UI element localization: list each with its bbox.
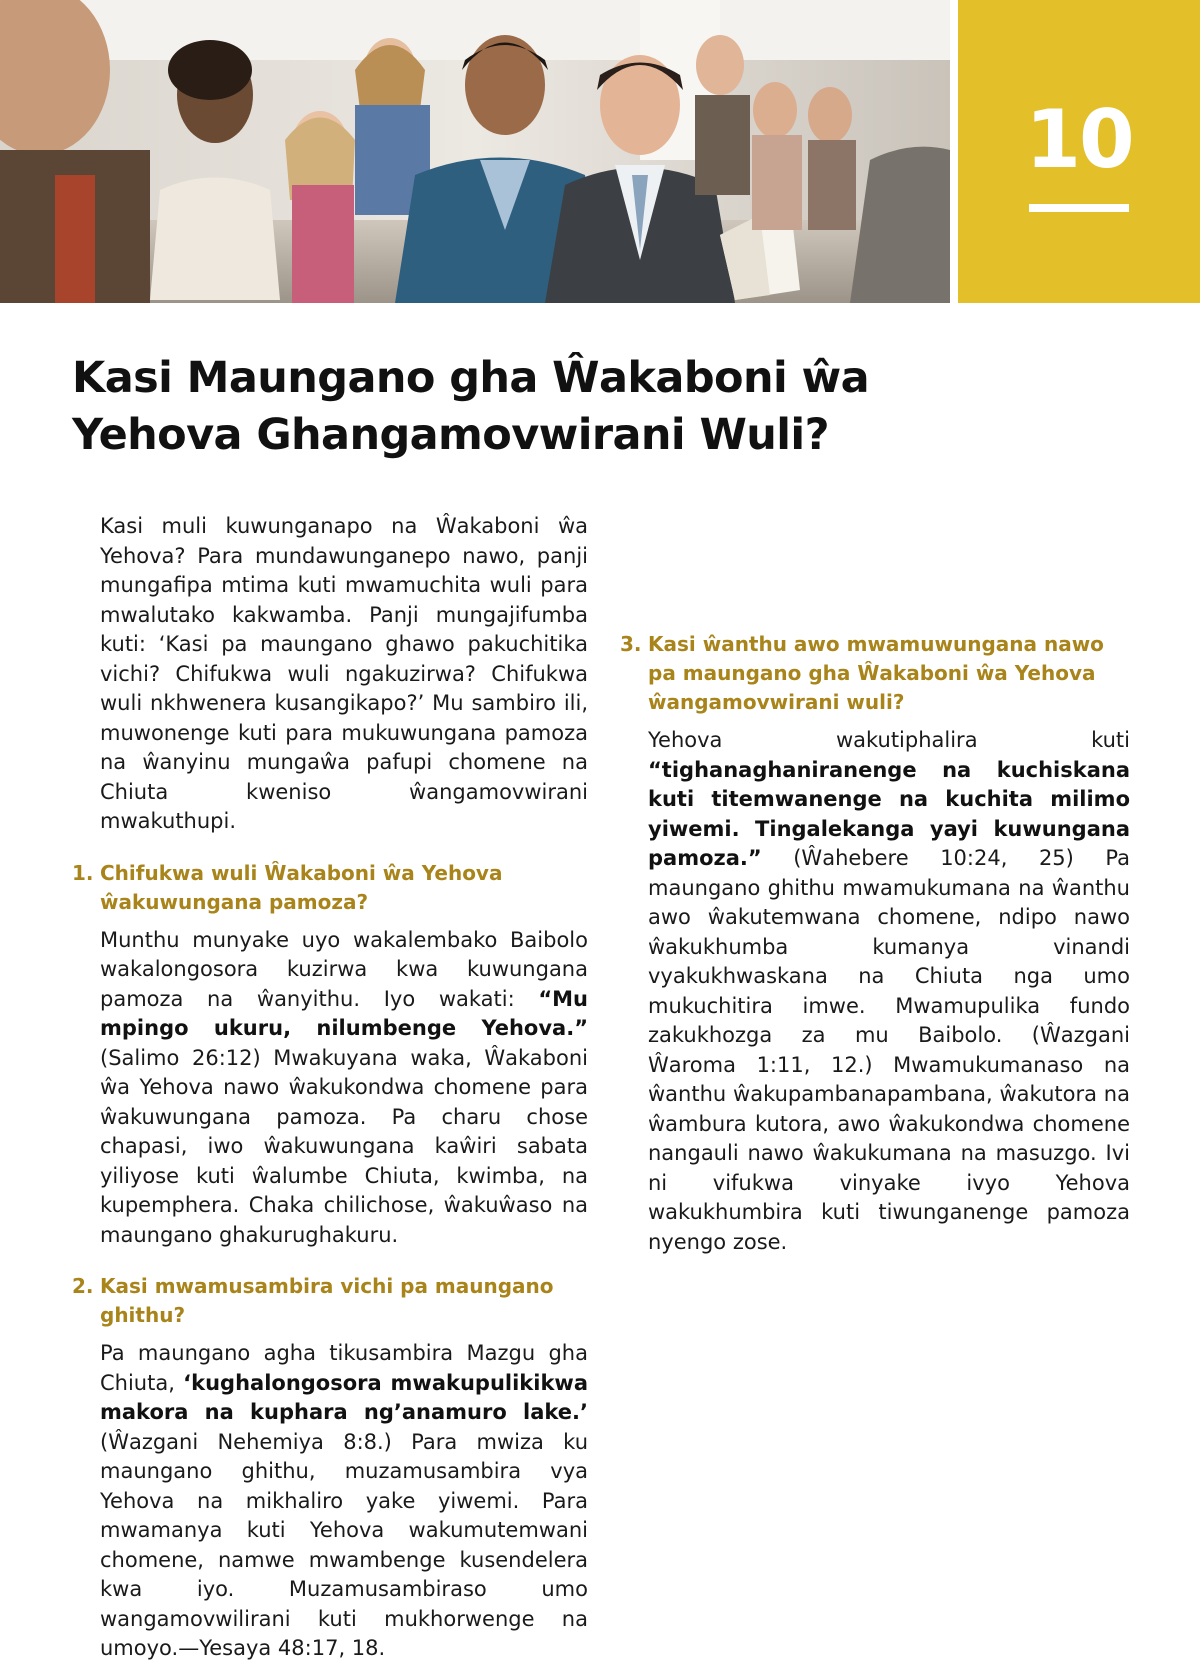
- question-3: [620, 630, 1130, 717]
- answer-3-scripture-quote: “tighanaghaniranenge na kuchiskana kuti titemwanenge na kuchita milimo yiwemi. Tingalekanga yayi kuwungana pamoza.”: [648, 757, 1130, 870]
- column-right: [620, 512, 1130, 1257]
- lesson-number: 10: [1025, 93, 1133, 186]
- answer-3-text-after: (Ŵahebere 10:24, 25) Pa maungano ghithu mwamukumana na ŵanthu awo ŵakutemwana chomene, ndipo nawo ŵakukhumba kumanya vinandi vyakukhwaskana na Chiuta nga umo mukuchitira imwe. Mwamupulika fundo zakukhozga za mu Baibolo. (Ŵazgani Ŵaroma 1:11, 12.) Mwamukumanaso na ŵanthu ŵakupambanapambana, ŵakutora na ŵambura kutora, awo ŵakukondwa chomene nangauli nawo ŵakukumana na masuzgo. Ivi ni vifukwa vinyake ivyo Yehova wakukhumbira kuti tiwunganenge pamoza nyengo zose.: [648, 846, 1130, 1254]
- meeting-photo: [0, 0, 950, 303]
- meeting-photo-illustration: [0, 0, 950, 303]
- answer-2-scripture-quote: ‘kughalongosora mwakupulikikwa makora na kuphara ng’anamuro lake.’: [100, 1370, 588, 1424]
- page-title-line-2: Yehova Ghangamovwirani Wuli?: [72, 410, 829, 460]
- question-2-text: Kasi mwamusambira vichi pa maungano ghithu?: [100, 1274, 554, 1327]
- lesson-number-block: [958, 0, 1200, 303]
- question-2: [72, 1272, 588, 1330]
- question-3-text: Kasi ŵanthu awo mwamuwungana nawo pa maungano gha Ŵakaboni ŵa Yehova ŵangamovwirani wuli?: [648, 632, 1104, 714]
- answer-1-paragraph: [72, 926, 588, 1251]
- answer-2-text-before: Pa maungano agha tikusambira Mazgu gha Chiuta,: [100, 1341, 588, 1395]
- answer-1-text-before: Munthu munyake uyo wakalembako Baibolo wakalongosora kuzirwa kwa kuwungana pamoza na ŵanyithu. Iyo wakati:: [100, 927, 588, 1011]
- question-1: [72, 859, 588, 917]
- page-title: [72, 350, 1132, 464]
- answer-3-paragraph: [620, 726, 1130, 1257]
- page-title-line-1: Kasi Maungano gha Ŵakaboni ŵa: [72, 353, 870, 403]
- intro-paragraph: Kasi muli kuwunganapo na Ŵakaboni ŵa Yehova? Para mundawunganepo nawo, panji mungafipa mtima kuti mwamuchita wuli para mwalutako kakwamba. Panji mungajifumba kuti: ‘Kasi pa maungano ghawo pakuchitika vichi? Chifukwa wuli ngakuzirwa? Chifukwa wuli nkhwenera kusangikapo?’ Mu sambiro ili, muwonenge kuti para mukuwungana pamoza na ŵanyinu mungaŵa pafupi chomene na Chiuta kweniso ŵangamovwirani mwakuthupi.: [100, 514, 588, 833]
- answer-2-paragraph: [72, 1339, 588, 1664]
- column-left: [72, 512, 588, 1664]
- answer-1-text-after: (Salimo 26:12) Mwakuyana waka, Ŵakaboni ŵa Yehova nawo ŵakukondwa chomene para ŵakuwungana pamoza. Pa charu chose chapasi, iwo ŵakuwungana kaŵiri sabata yiliyose kuti ŵalumbe Chiuta, kwimba, na kupemphera. Chaka chilichose, ŵakuŵaso na maungano ghakurughakuru.: [100, 1045, 588, 1247]
- question-1-text: Chifukwa wuli Ŵakaboni ŵa Yehova ŵakuwungana pamoza?: [100, 860, 503, 914]
- answer-2-text-after: (Ŵazgani Nehemiya 8:8.) Para mwiza ku maungano ghithu, muzamusambira vya Yehova na mikhaliro yake yiwemi. Para mwamanya kuti Yehova wakumutemwani chomene, namwe mwambenge kusendelera kwa iyo. Muzamusambiraso umo wangamovwilirani kuti mukhorwenge na umoyo.—Yesaya 48:17, 18.: [100, 1429, 588, 1660]
- lesson-number-underline: [1029, 204, 1129, 212]
- question-3-number: 3.: [620, 632, 642, 656]
- answer-1-scripture-quote: “Mu mpingo ukuru, nilumbenge Yehova.”: [100, 986, 588, 1040]
- question-2-number: 2.: [72, 1274, 94, 1298]
- answer-3-text-before: Yehova wakutiphalira kuti: [648, 728, 1130, 752]
- question-1-number: 1.: [72, 860, 94, 885]
